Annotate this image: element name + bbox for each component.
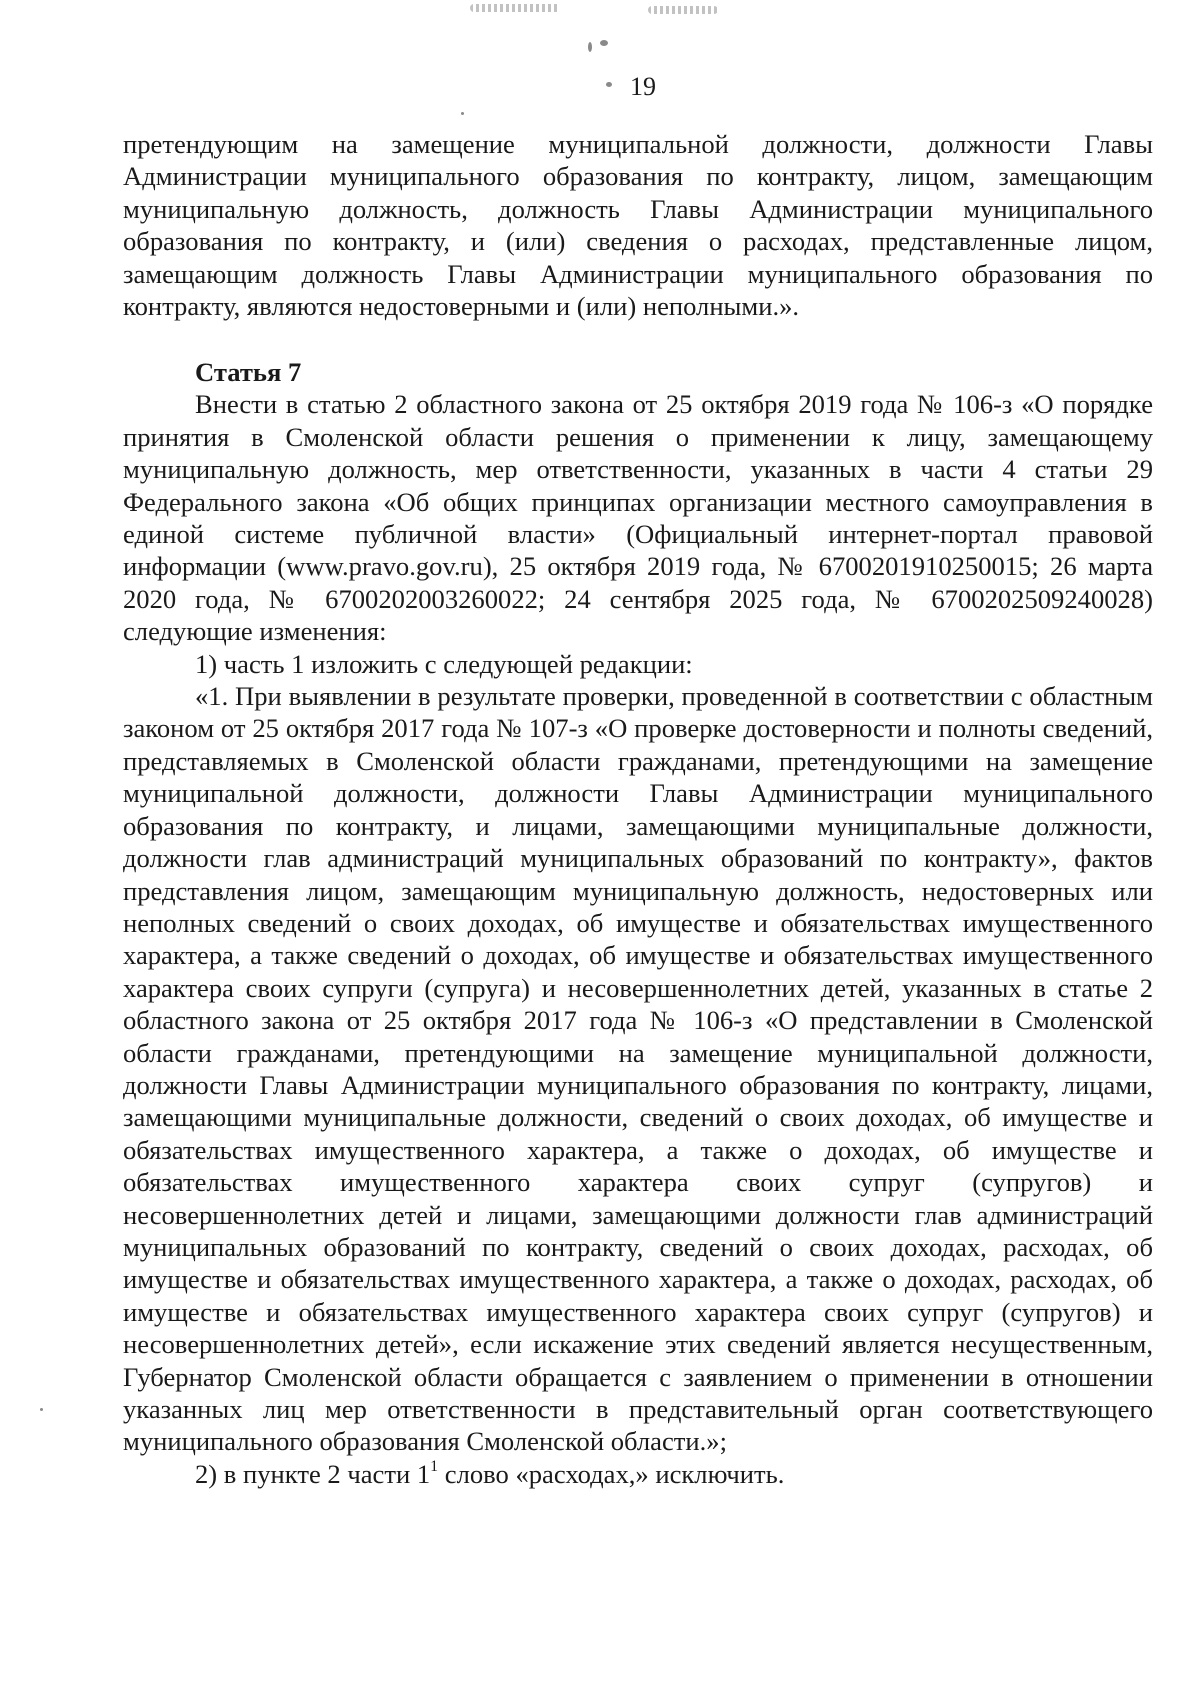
article-paragraph-4 <box>123 1458 1153 1490</box>
article-paragraph-3: «1. При выявлении в результате проверки, проведенной в соответствии с областным законом от 25 октября 2017 года № 107-з «О проверке достоверности и полноты сведений, представляемых в Смоленской области гражданами, претендующими на замещение муниципальной должности, должности Главы Администрации муниципального образования по контракту, и лицами, замещающими муниципальные должности, должности глав администраций муниципальных образований по контракту», фактов представления лицом, замещающим муниципальную должность, недостоверных или неполных сведений о своих доходах, об имуществе и обязательствах имущественного характера, а также сведений о доходах, об имуществе и обязательствах имущественного характера своих супруги (супруга) и несовершеннолетних детей, указанных в статье 2 областного закона от 25 октября 2017 года № 106-з «О представлении в Смоленской области гражданами, претендующими на замещение муниципальной должности, должности Главы Администрации муниципального образования по контракту, лицами, замещающими муниципальные должности, сведений о своих доходах, об имуществе и обязательствах имущественного характера, а также о доходах, об имуществе и обязательствах имущественного характера своих супруг (супругов) и несовершеннолетних детей и лицами, замещающими должности глав администраций муниципальных образований по контракту, сведений о своих доходах, расходах, об имуществе и обязательствах имущественного характера, а также о доходах, расходах, об имуществе и обязательствах имущественного характера своих супруг (супругов) и несовершеннолетних детей», если искажение этих сведений является несущественным, Губернатор Смоленской области обращается с заявлением о применении в отношении указанных лиц мер ответственности в представительный орган соответствующего муниципального образования Смоленской области.»; <box>123 681 1153 1457</box>
intro-paragraph: претендующим на замещение муниципальной должности, должности Главы Администрации муниципального образования по контракту, лицом, замещающим муниципальную должность, должность Главы Администрации муниципального образования по контракту, и (или) сведения о расходах, представленные лицом, замещающим должность Главы Администрации муниципального образования по контракту, являются недостоверными и (или) неполными.». <box>123 129 1153 322</box>
paragraph-4-text-start: 2) в пункте 2 части 1 <box>195 1458 431 1489</box>
article-paragraph-2: 1) часть 1 изложить с следующей редакции: <box>195 648 693 679</box>
intro-section <box>123 128 1153 322</box>
article-paragraph-1: Внести в статью 2 областного закона от 25 октября 2019 года № 106-з «О порядке принятия в Смоленской области решения о применении к лицу, замещающему муниципальную должность, мер ответственности, указанных в части 4 статьи 29 Федерального закона «Об общих принципах организации местного самоуправления в единой системе публичной власти» (Официальный интернет-портал правовой информации (www.pravo.gov.ru), 25 октября 2019 года, № 6700201910250015; 26 марта 2020 года, № 6700202003260022; 24 сентября 2025 года, № 6700202509240028) следующие изменения: <box>123 389 1153 647</box>
superscript-part-number: 1 <box>430 1457 439 1475</box>
scan-artifact <box>600 40 608 46</box>
scan-artifact <box>40 1408 43 1411</box>
scan-artifact <box>648 6 718 14</box>
paragraph-4-text-end: слово «расходах,» исключить. <box>438 1458 785 1489</box>
scan-artifact <box>588 42 592 52</box>
article-section <box>123 356 1153 1490</box>
scan-artifact <box>470 4 560 12</box>
scan-artifact <box>461 112 464 115</box>
page-number: 19 <box>630 72 656 101</box>
article-heading: Статья 7 <box>195 357 302 387</box>
scan-artifact <box>606 82 612 87</box>
